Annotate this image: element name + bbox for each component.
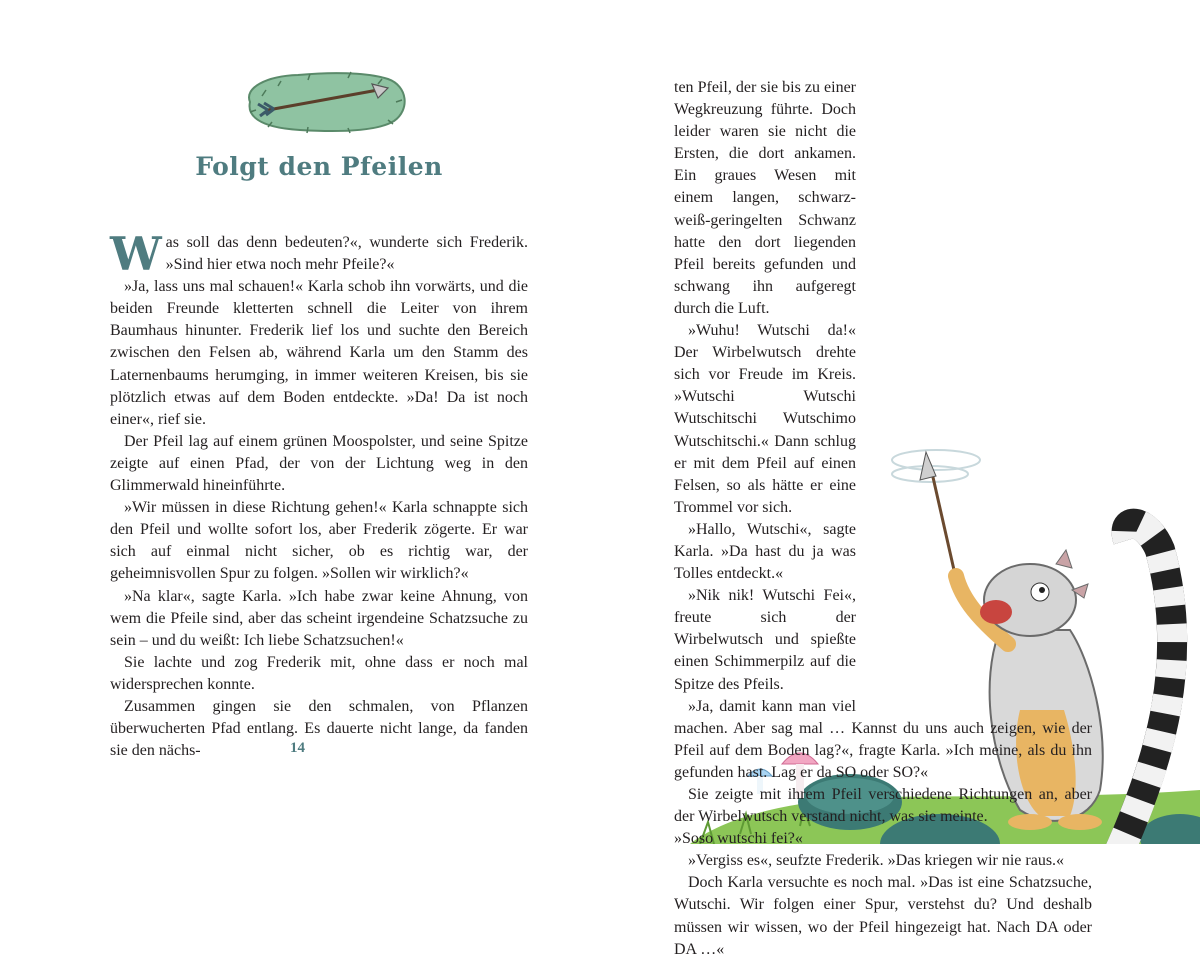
paragraph: »Vergiss es«, seufzte Frederik. »Das kriegen wir nie raus.«: [688, 852, 1065, 870]
paragraph: »Wuhu! Wutschi da!« Der Wirbelwutsch drehte sich vor Freude im Kreis. »Wutschi Wutschi Wutschitschi Wutschimo Wutschitschi.« Dann schlug er mit dem Pfeil auf einen Felsen, so als hätte er eine Trommel vor sich.: [674, 322, 856, 516]
paragraph: ten Pfeil, der sie bis zu einer Wegkreuzung führte. Doch leider waren sie nicht die Ersten, die dort ankamen. Ein graues Wesen mit einem langen, schwarz-weiß-geringelten Schwanz hatte den dort liegenden Pfeil bereits gefunden und schwang ihn aufgeregt durch die Luft.: [674, 79, 856, 317]
dropcap: W: [110, 227, 162, 281]
left-page-text: [110, 227, 528, 762]
paragraph: Was soll das denn bedeuten?«, wunderte sich Frederik. »Sind hier etwa noch mehr Pfeile?«: [110, 227, 528, 281]
illustration-wrap-area: [856, 431, 1092, 699]
chapter-title: Folgt den Pfeilen: [195, 152, 443, 181]
paragraph: Zusammen gingen sie den schmalen, von Pflanzen überwucherten Pfad entlang. Es dauerte nicht lange, da fanden sie den nächs-: [110, 697, 528, 760]
arrow-on-moss-icon: [238, 66, 410, 138]
paragraph: »Wir müssen in diese Richtung gehen!« Karla schnappte sich den Pfeil und wollte sofort los, aber Frederik zögerte. Er war sich auf einmal nicht sicher, ob es richtig war, der geheimnisvollen Spur zu folgen. »Sollen wir wirklich?«: [110, 499, 528, 583]
paragraph: »Ja, damit kann man viel machen. Aber sag mal … Kannst du uns auch zeigen, wie der Pfeil auf dem Boden lag?«, fragte Karla. »Ich meine, als du ihn gefunden hast. Lag er da SO oder SO?«: [674, 697, 1092, 781]
paragraph: »Ja, lass uns mal schauen!« Karla schob ihn vorwärts, und die beiden Freunde kletterten schnell die Leiter von ihrem Baumhaus hinunter. Frederik lief los und suchte den Bereich zwischen den Felsen ab, während Karla um den Stamm des Laternenbaums herumging, in immer weiteren Kreisen, bis sie plötzlich etwas auf dem Boden entdeckte. »Da! Da ist noch einer«, rief sie.: [110, 278, 528, 428]
paragraph: »Soso wutschi fei?«: [674, 830, 803, 848]
page-number: 14: [290, 740, 305, 756]
paragraph: »Hallo, Wutschi«, sagte Karla. »Da hast du ja was Tolles entdeckt.«: [674, 520, 856, 583]
paragraph: Sie lachte und zog Frederik mit, ohne dass er noch mal widersprechen konnte.: [110, 653, 528, 693]
paragraph: »Nik nik! Wutschi Fei«, freute sich der Wirbelwutsch und spießte einen Schimmerpilz auf die Spitze des Pfeils.: [674, 587, 856, 693]
paragraph: Der Pfeil lag auf einem grünen Moospolster, und seine Spitze zeigte auf einen Pfad, der von der Lichtung weg in den Glimmerwald hineinführte.: [110, 432, 528, 495]
paragraph: Sie zeigte mit ihrem Pfeil verschiedene Richtungen an, aber der Wirbelwutsch verstand nicht, was sie meinte.: [674, 786, 1092, 826]
right-page-text: [674, 77, 1092, 961]
paragraph: »Na klar«, sagte Karla. »Ich habe zwar keine Ahnung, von wem die Pfeile sind, aber das scheint irgendeine Schatzsuche zu sein – und du weißt: Ich liebe Schatzsuchen!«: [110, 587, 528, 649]
right-page: [600, 0, 1200, 958]
left-page: [0, 0, 600, 844]
paragraph: Doch Karla versuchte es noch mal. »Das ist eine Schatzsuche, Wutschi. Wir folgen einer Spur, verstehst du? Und deshalb müssen wir wissen, wo der Pfeil hingezeigt hat. Nach DA oder DA …«: [674, 874, 1092, 958]
